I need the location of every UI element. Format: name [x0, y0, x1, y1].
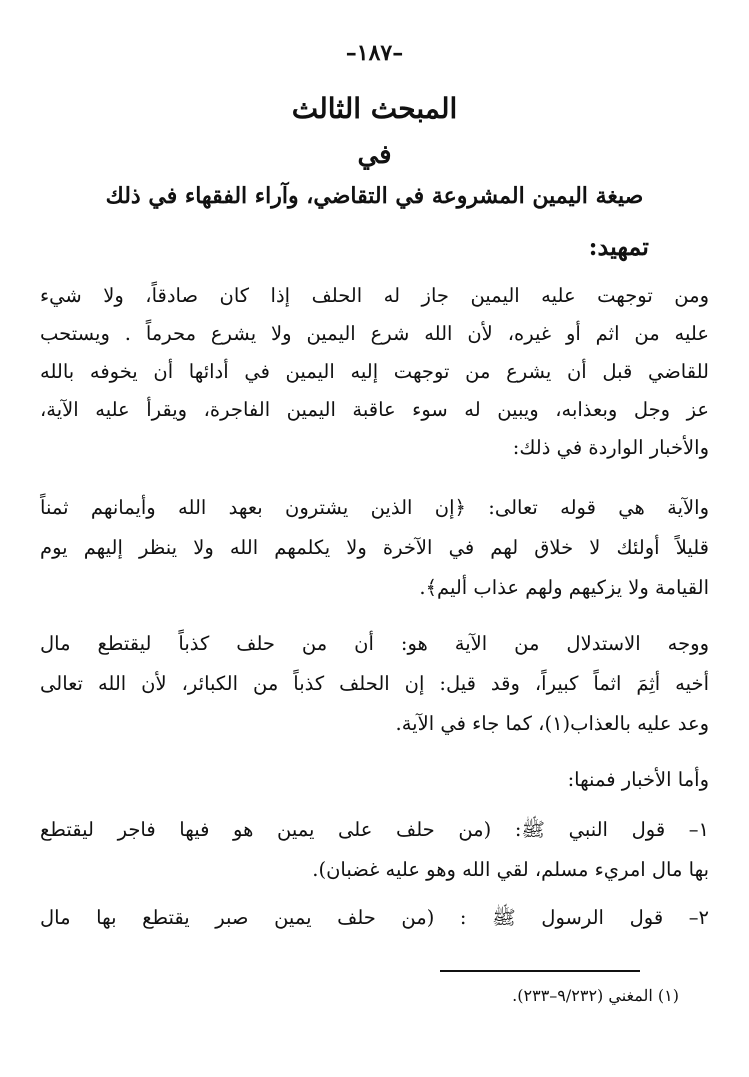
- section-title: المبحث الثالث: [291, 92, 458, 125]
- section-subtitle: صيغة اليمين المشروعة في التقاضي، وآراء الفقهاء في ذلك: [105, 183, 644, 209]
- paragraph-line: عليه من اثم أو غيره، لأن الله شرع اليمين ولا يشرع محرماً . ويستحب: [40, 322, 709, 345]
- paragraph-line: أخيه أثِمَ اثماً كبيراً، وقد قيل: إن الحلف كذباً من الكبائر، لأن الله تعالى: [40, 672, 709, 695]
- paragraph-line: قليلاً أولئك لا خلاق لهم في الآخرة ولا يكلمهم الله ولا ينظر إليهم يوم: [40, 536, 709, 559]
- paragraph-line: وعد عليه بالعذاب(١)، كما جاء في الآية.: [395, 712, 709, 735]
- paragraph-line: والآية هي قوله تعالى: ﴿إن الذين يشترون بعهد الله وأيمانهم ثمناً: [40, 496, 709, 519]
- paragraph-line: والأخبار الواردة في ذلك:: [512, 436, 709, 459]
- intro-label: تمهيد:: [588, 232, 649, 261]
- paragraph-line: ومن توجهت عليه اليمين جاز له الحلف إذا كان صادقاً، ولا شيء: [40, 284, 709, 307]
- list-item-line: بها مال امريء مسلم، لقي الله وهو عليه غضبان).: [312, 858, 709, 881]
- section-connector: في: [357, 140, 392, 170]
- paragraph-line: للقاضي قبل أن يشرع من توجهت إليه اليمين في أدائها أن يخوفه بالله: [40, 360, 709, 383]
- footnote-divider: [440, 970, 640, 972]
- page-number: –١٨٧–: [345, 40, 404, 66]
- paragraph-line: ووجه الاستدلال من الآية هو: أن من حلف كذباً ليقتطع مال: [40, 632, 709, 655]
- list-item-line: ٢– قول الرسول ﷺ : (من حلف يمين صبر يقتطع بها مال: [40, 906, 709, 929]
- paragraph-line: القيامة ولا يزكيهم ولهم عذاب أليم﴾.: [419, 576, 709, 599]
- paragraph-line: وأما الأخبار فمنها:: [567, 768, 709, 791]
- footnote: (١) المغني (٩/٢٣٢–٢٣٣).: [512, 986, 679, 1005]
- list-item-line: ١– قول النبي ﷺ: (من حلف على يمين هو فيها فاجر ليقتطع: [40, 818, 709, 841]
- paragraph-line: عز وجل وبعذابه، ويبين له سوء عاقبة اليمين الفاجرة، ويقرأ عليه الآية،: [40, 398, 709, 421]
